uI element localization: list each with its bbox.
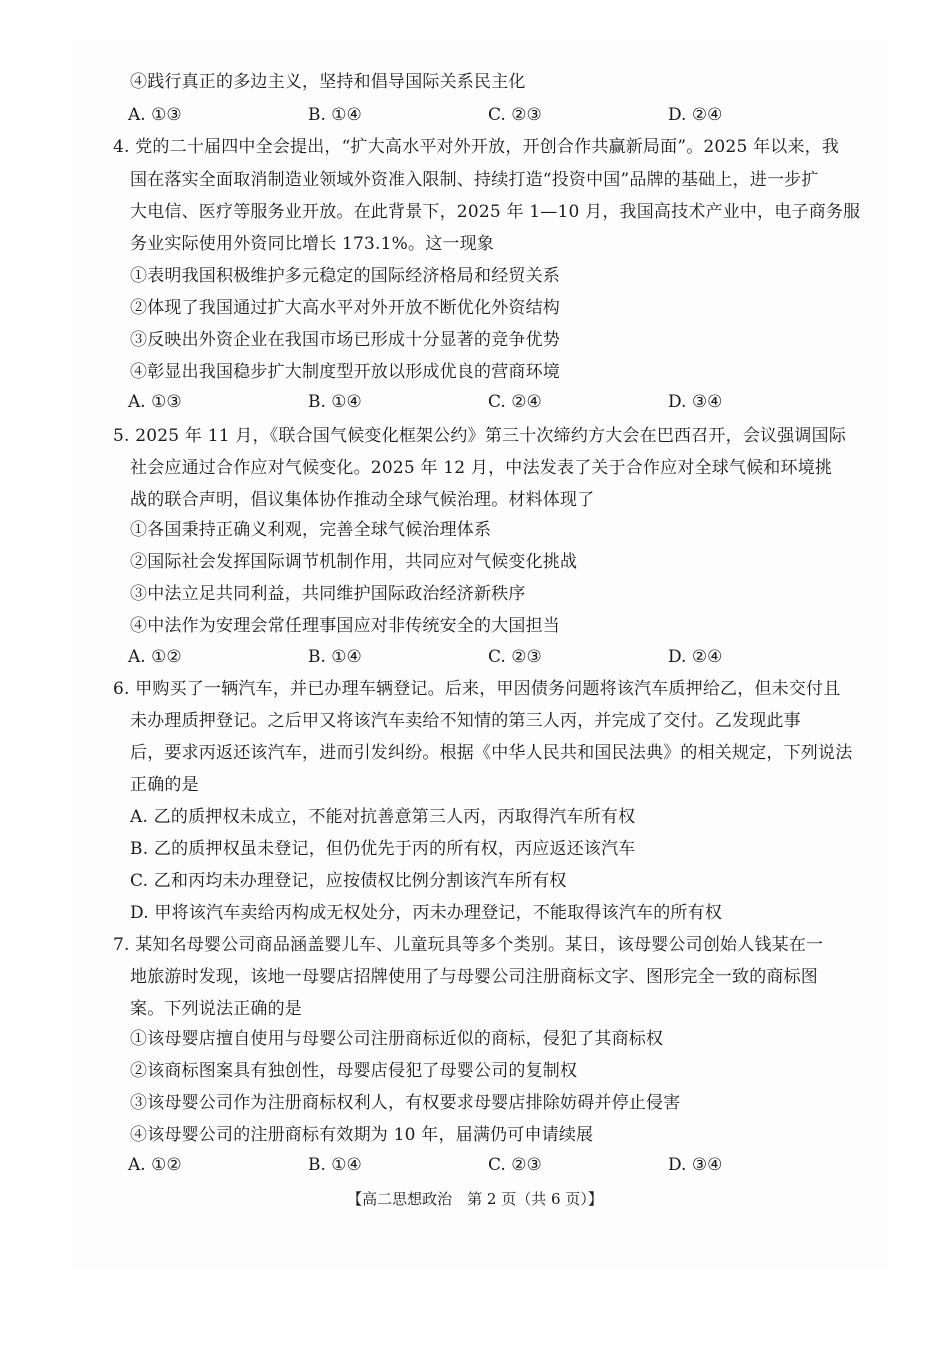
q4-choice-b: B. ①④: [308, 392, 362, 412]
q4-choice-d: D. ③④: [668, 392, 723, 412]
q7-stem-line-3: 案。下列说法正确的是: [130, 999, 302, 1019]
q7-option-2: ②该商标图案具有独创性，母婴店侵犯了母婴公司的复制权: [130, 1061, 578, 1081]
q6-stem-line-3: 后，要求丙返还该汽车，进而引发纠纷。根据《中华人民共和国民法典》的相关规定，下列说法: [130, 743, 853, 763]
q5-choice-d: D. ②④: [668, 647, 723, 667]
q5-option-2: ②国际社会发挥国际调节机制作用，共同应对气候变化挑战: [130, 552, 578, 572]
q6-stem-line-2: 未办理质押登记。之后甲又将该汽车卖给不知情的第三人丙，并完成了交付。乙发现此事: [130, 711, 801, 731]
q4-option-2: ②体现了我国通过扩大高水平对外开放不断优化外资结构: [130, 298, 560, 318]
paper-sheet: [70, 40, 890, 1270]
q3-choice-c: C. ②③: [488, 105, 542, 125]
q3-choice-b: B. ①④: [308, 105, 362, 125]
q6-option-b: B. 乙的质押权虽未登记，但仍优先于丙的所有权，丙应返还该汽车: [130, 839, 636, 859]
q6-option-c: C. 乙和丙均未办理登记，应按债权比例分割该汽车所有权: [130, 871, 567, 891]
q6-stem-line-4: 正确的是: [130, 775, 199, 795]
q5-stem-line-3: 战的联合声明，倡议集体协作推动全球气候治理。材料体现了: [130, 490, 595, 510]
q7-choice-a: A. ①②: [128, 1155, 182, 1175]
q7-choice-d: D. ③④: [668, 1155, 723, 1175]
page-footer: 【高二思想政治 第 2 页（共 6 页）】: [347, 1190, 603, 1208]
q4-stem-line-1: 4. 党的二十届四中全会提出，“扩大高水平对外开放，开创合作共赢新局面”。2025 年以来，我: [113, 137, 840, 157]
q4-stem-line-2: 国在落实全面取消制造业领域外资准入限制、持续打造“投资中国”品牌的基础上，进一步扩: [130, 170, 819, 190]
q4-stem-line-4: 务业实际使用外资同比增长 173.1%。这一现象: [130, 234, 495, 254]
q5-option-3: ③中法立足共同利益，共同维护国际政治经济新秩序: [130, 584, 526, 604]
q4-option-3: ③反映出外资企业在我国市场已形成十分显著的竞争优势: [130, 330, 560, 350]
q3-choice-d: D. ②④: [668, 105, 723, 125]
q4-option-4: ④彰显出我国稳步扩大制度型开放以形成优良的营商环境: [130, 362, 560, 382]
q5-choice-a: A. ①②: [128, 647, 182, 667]
q7-option-1: ①该母婴店擅自使用与母婴公司注册商标近似的商标，侵犯了其商标权: [130, 1029, 664, 1049]
q4-option-1: ①表明我国积极维护多元稳定的国际经济格局和经贸关系: [130, 266, 560, 286]
q7-choice-b: B. ①④: [308, 1155, 362, 1175]
q4-choice-c: C. ②④: [488, 392, 542, 412]
q6-option-d: D. 甲将该汽车卖给丙构成无权处分，丙未办理登记，不能取得该汽车的所有权: [130, 903, 723, 923]
q5-choice-c: C. ②③: [488, 647, 542, 667]
q4-stem-line-3: 大电信、医疗等服务业开放。在此背景下，2025 年 1—10 月，我国高技术产业中，电子商务服: [130, 202, 861, 222]
q5-option-4: ④中法作为安理会常任理事国应对非传统安全的大国担当: [130, 616, 560, 636]
q5-stem-line-1: 5. 2025 年 11 月，《联合国气候变化框架公约》第三十次缔约方大会在巴西召开，会议强调国际: [113, 426, 847, 446]
q7-option-3: ③该母婴公司作为注册商标权利人，有权要求母婴店排除妨碍并停止侵害: [130, 1093, 681, 1113]
q6-option-a: A. 乙的质押权未成立，不能对抗善意第三人丙，丙取得汽车所有权: [130, 807, 636, 827]
q7-option-4: ④该母婴公司的注册商标有效期为 10 年，届满仍可申请续展: [130, 1125, 594, 1145]
q5-stem-line-2: 社会应通过合作应对气候变化。2025 年 12 月，中法发表了关于合作应对全球气候和环境挑: [130, 458, 833, 478]
q5-option-1: ①各国秉持正确义利观，完善全球气候治理体系: [130, 520, 492, 540]
q7-choice-c: C. ②③: [488, 1155, 542, 1175]
q3-option-4: ④践行真正的多边主义，坚持和倡导国际关系民主化: [130, 72, 526, 92]
q5-choice-b: B. ①④: [308, 647, 362, 667]
q6-stem-line-1: 6. 甲购买了一辆汽车，并已办理车辆登记。后来，甲因债务问题将该汽车质押给乙，但未交付且: [113, 679, 841, 699]
q4-choice-a: A. ①③: [128, 392, 182, 412]
q3-choice-a: A. ①③: [128, 105, 182, 125]
q7-stem-line-2: 地旅游时发现，该地一母婴店招牌使用了与母婴公司注册商标文字、图形完全一致的商标图: [130, 967, 818, 987]
q7-stem-line-1: 7. 某知名母婴公司商品涵盖婴儿车、儿童玩具等多个类别。某日，该母婴公司创始人钱某在一: [113, 935, 824, 955]
